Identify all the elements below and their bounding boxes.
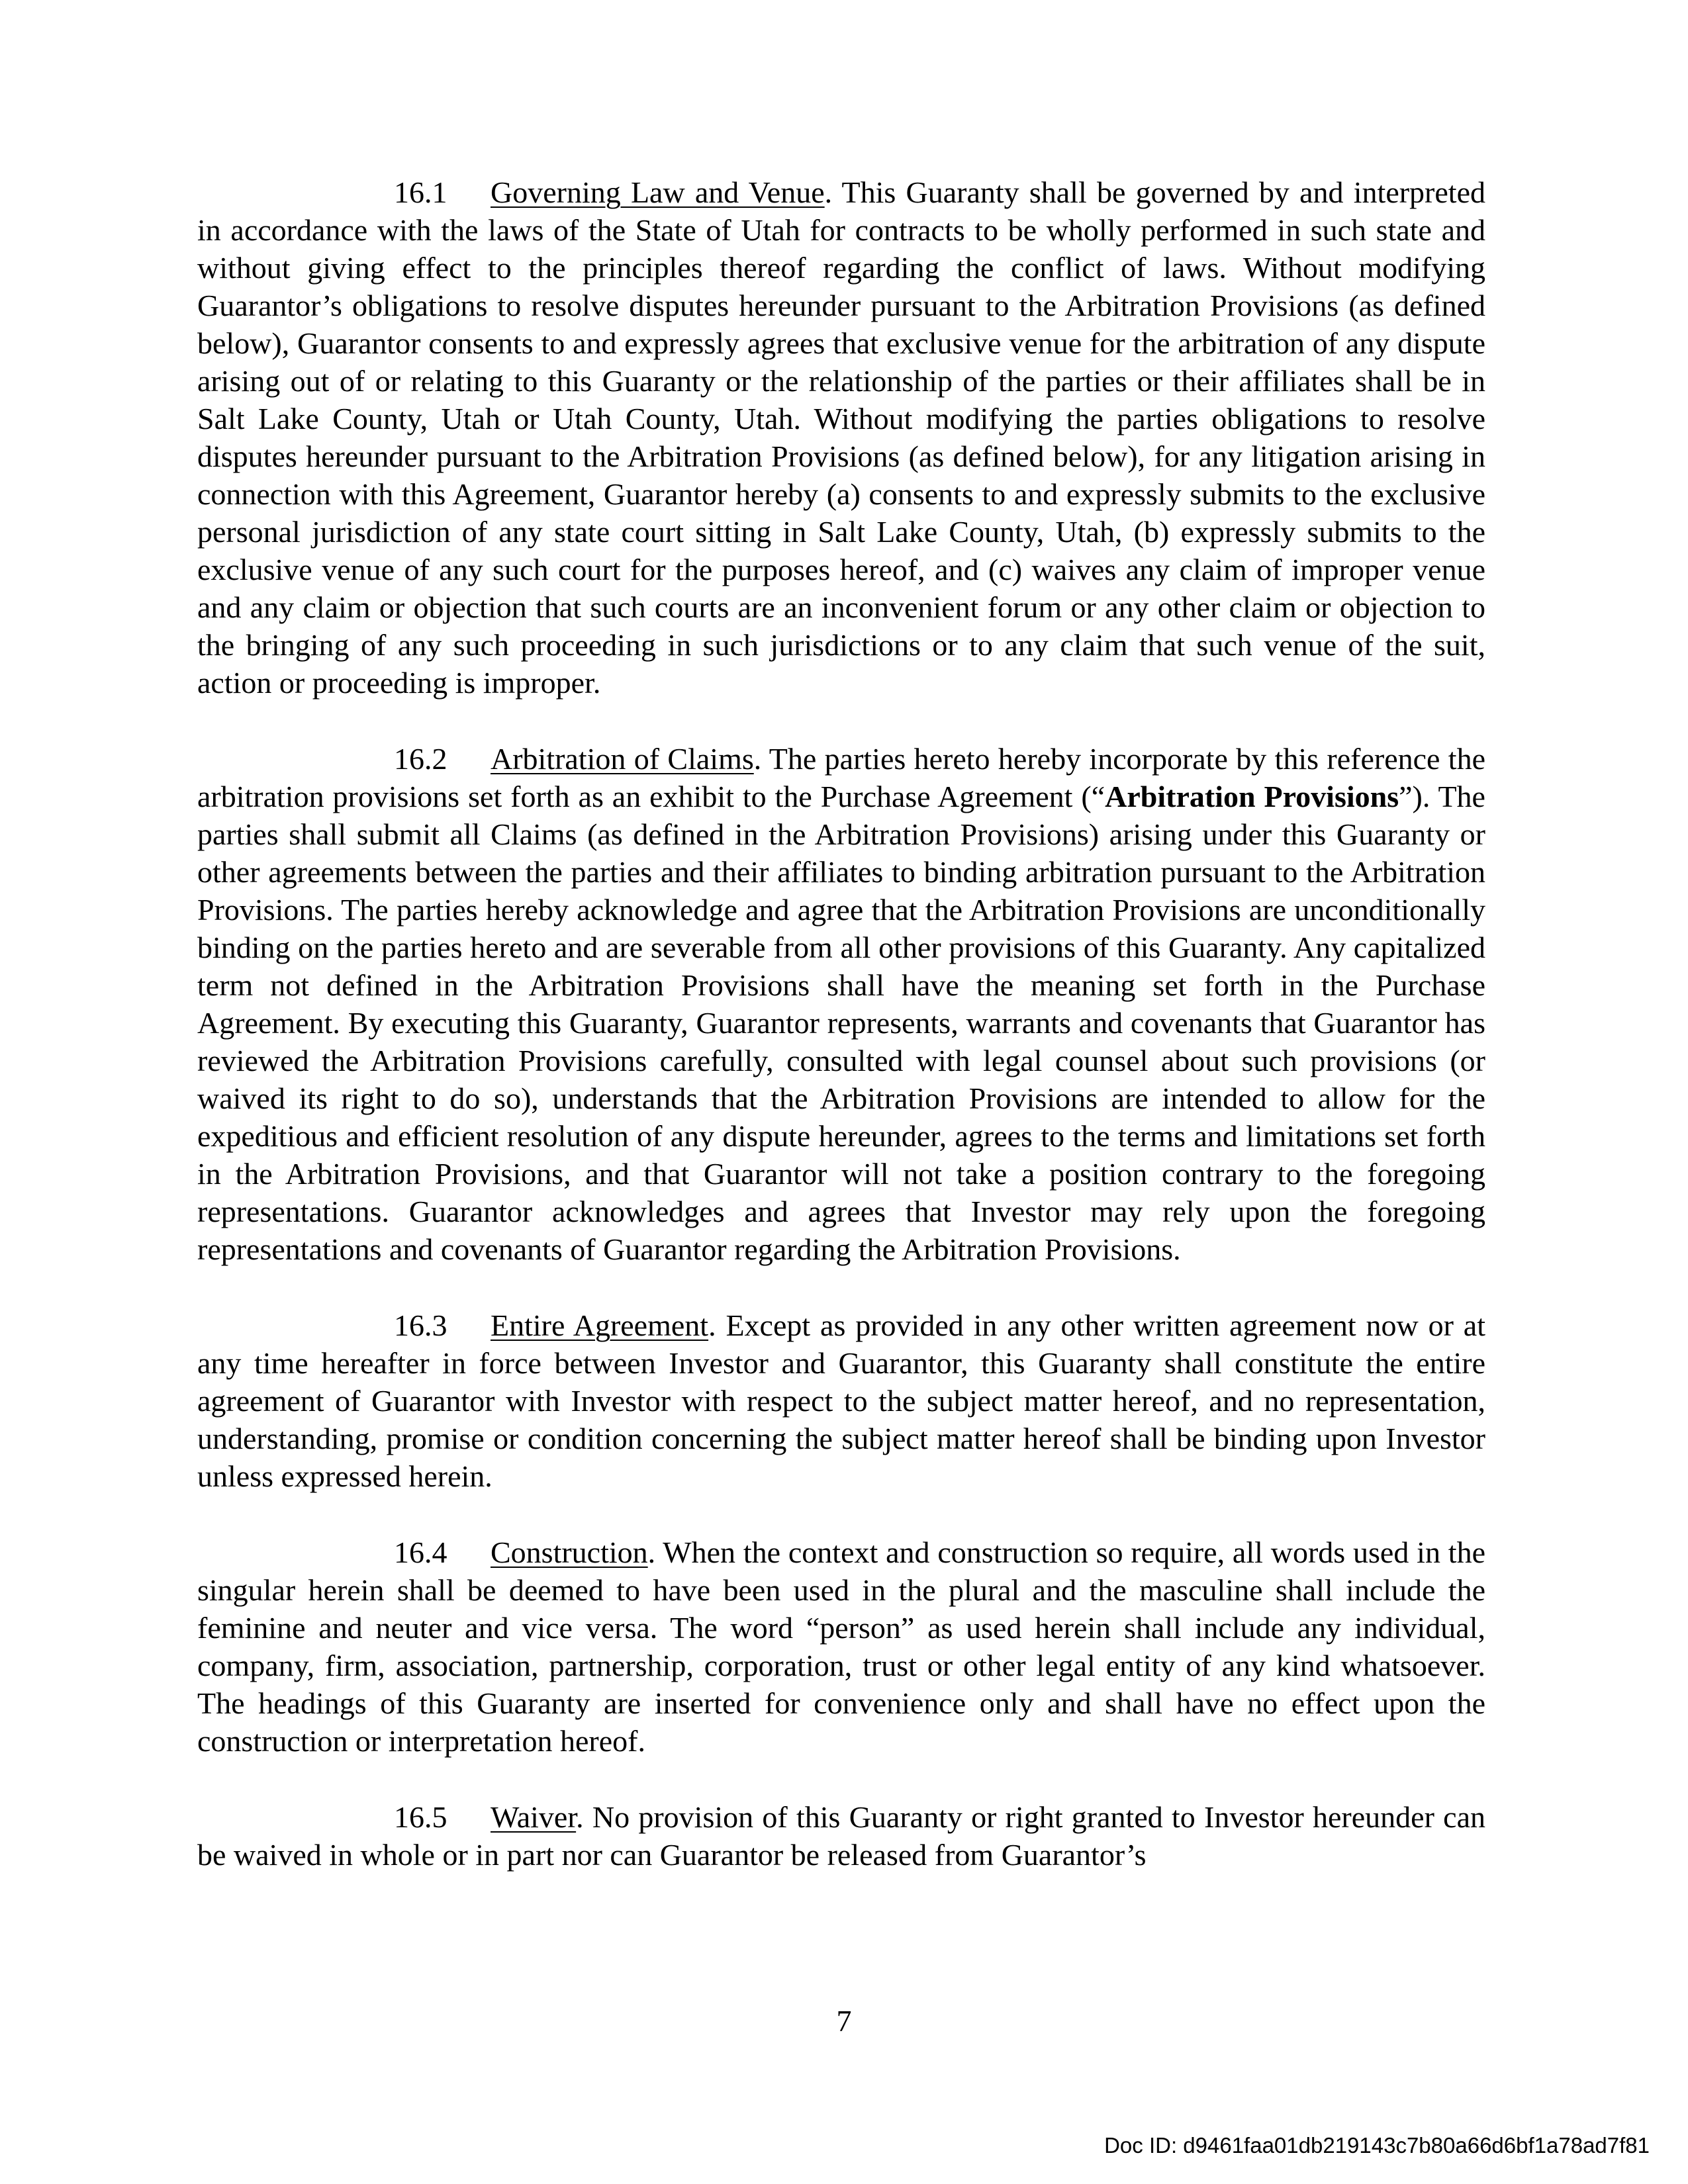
section-heading: Waiver	[491, 1800, 577, 1834]
section-number: 16.3	[394, 1308, 447, 1342]
section-body: . Except as provided in any other written agreement now or at any time hereafter in force between Investor and Guarantor, this Guaranty shall constitute the entire agreement of Guarantor with Investor with respect to the subject matter hereof, and no representation, understanding, promise or condition concerning the subject matter hereof shall be binding upon Investor unless expressed herein.	[197, 1308, 1485, 1493]
document-page	[197, 173, 1485, 1912]
section-heading: Construction	[491, 1535, 648, 1569]
section-16-4	[197, 1533, 1485, 1760]
section-number: 16.1	[394, 175, 447, 209]
section-body: . This Guaranty shall be governed by and interpreted in accordance with the laws of the State of Utah for contracts to be wholly performed in such state and without giving effect to the principles thereof regarding the conflict of laws. Without modifying Guarantor’s obligations to resolve disputes hereunder pursuant to the Arbitration Provisions (as defined below), Guarantor consents to and expressly agrees that exclusive venue for the arbitration of any dispute arising out of or relating to this Guaranty or the relationship of the parties or their affiliates shall be in Salt Lake County, Utah or Utah County, Utah. Without modifying the parties obligations to resolve disputes hereunder pursuant to the Arbitration Provisions (as defined below), for any litigation arising in connection with this Agreement, Guarantor hereby (a) consents to and expressly submits to the exclusive personal jurisdiction of any state court sitting in Salt Lake County, Utah, (b) expressly submits to the exclusive venue of any such court for the purposes hereof, and (c) waives any claim of improper venue and any claim or objection that such courts are an inconvenient forum or any other claim or objection to the bringing of any such proceeding in such jurisdictions or to any claim that such venue of the suit, action or proceeding is improper.	[197, 175, 1485, 700]
page-number: 7	[836, 2004, 852, 2038]
section-16-5	[197, 1798, 1485, 1874]
defined-term: Arbitration Provisions	[1105, 780, 1399, 813]
section-number: 16.2	[394, 742, 447, 776]
section-number: 16.4	[394, 1535, 447, 1569]
section-heading: Arbitration of Claims	[491, 742, 754, 776]
section-body: . When the context and construction so require, all words used in the singular herein shall be deemed to have been used in the plural and the masculine shall include the feminine and neuter and vice versa. The word “person” as used herein shall include any individual, company, firm, association, partnership, corporation, trust or other legal entity of any kind whatsoever. The headings of this Guaranty are inserted for convenience only and shall have no effect upon the construction or interpretation hereof.	[197, 1535, 1485, 1758]
section-body: . The parties hereto hereby incorporate by this reference the arbitration provisions set forth as an exhibit to the Purchase Agreement (“	[197, 742, 1485, 813]
section-body: . No provision of this Guaranty or right granted to Investor hereunder can be waived in whole or in part nor can Guarantor be released from Guarantor’s	[197, 1800, 1485, 1872]
section-heading: Entire Agreement	[491, 1308, 709, 1342]
section-16-3	[197, 1306, 1485, 1495]
section-16-1	[197, 173, 1485, 702]
section-number: 16.5	[394, 1800, 447, 1834]
section-heading: Governing Law and Venue	[491, 175, 825, 209]
section-16-2	[197, 740, 1485, 1268]
doc-id: Doc ID: d9461faa01db219143c7b80a66d6bf1a78ad7f81	[1104, 2133, 1650, 2158]
section-body-continued: ”). The parties shall submit all Claims (as defined in the Arbitration Provisions) arising under this Guaranty or other agreements between the parties and their affiliates to binding arbitration pursuant to the Arbitration Provisions. The parties hereby acknowledge and agree that the Arbitration Provisions are unconditionally binding on the parties hereto and are severable from all other provisions of this Guaranty. Any capitalized term not defined in the Arbitration Provisions shall have the meaning set forth in the Purchase Agreement. By executing this Guaranty, Guarantor represents, warrants and covenants that Guarantor has reviewed the Arbitration Provisions carefully, consulted with legal counsel about such provisions (or waived its right to do so), understands that the Arbitration Provisions are intended to allow for the expeditious and efficient resolution of any dispute hereunder, agrees to the terms and limitations set forth in the Arbitration Provisions, and that Guarantor will not take a position contrary to the foregoing representations. Guarantor acknowledges and agrees that Investor may rely upon the foregoing representations and covenants of Guarantor regarding the Arbitration Provisions.	[197, 780, 1485, 1266]
